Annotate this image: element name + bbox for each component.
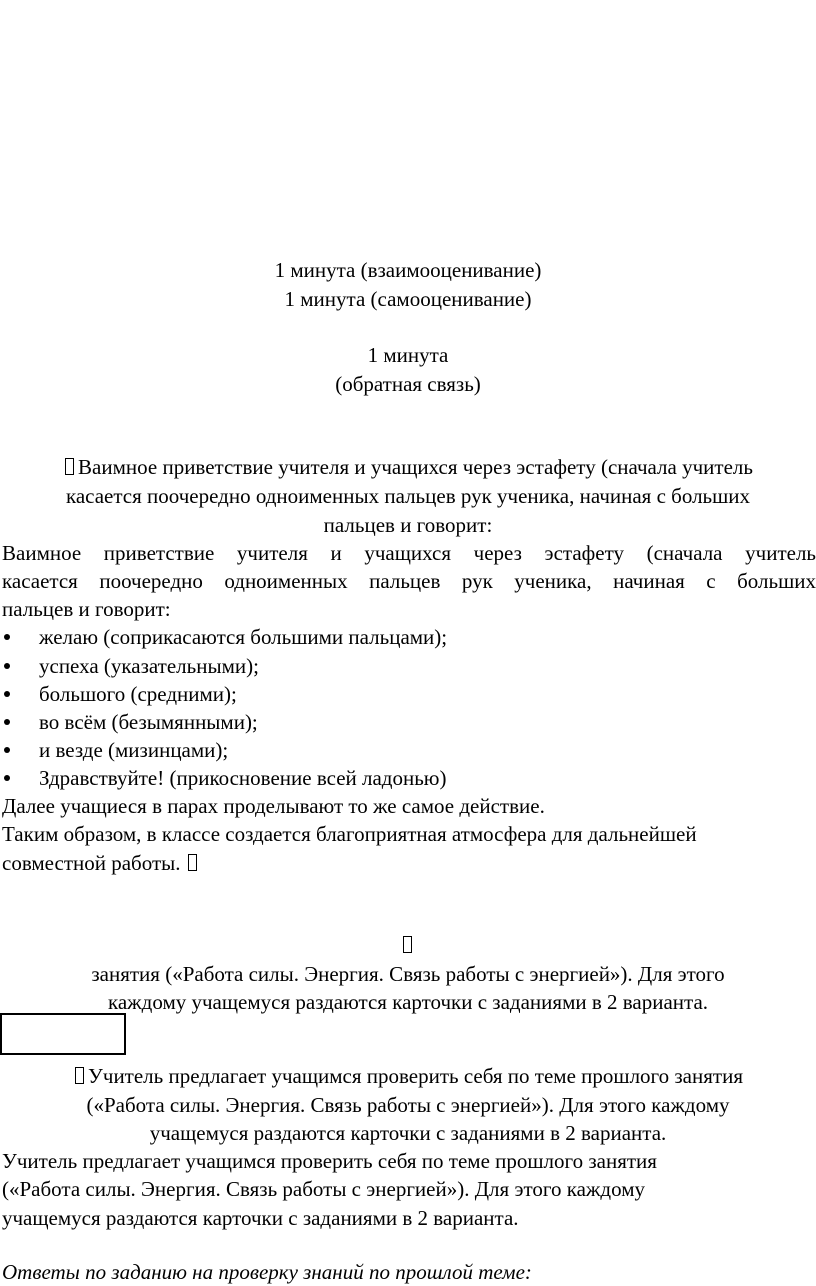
greeting-centered-text-1: Ваимное приветствие учителя и учащихся через эстафету (сначала учитель: [78, 455, 753, 479]
missing-glyph-icon: [188, 854, 197, 871]
answers-heading: Ответы по заданию на проверку знаний по прошлой теме:: [2, 1260, 532, 1284]
greeting-centered-line-2: касается поочередно одноименных пальцев рук ученика, начиная с больших: [65, 484, 751, 508]
bullet-icon: [4, 634, 10, 640]
atmosphere-text: совместной работы.: [2, 851, 181, 875]
timing-feedback-label: (обратная связь): [335, 372, 481, 396]
list-item-text: Здравствуйте! (прикосновение всей ладонью): [39, 766, 447, 790]
list-item-text: во всём (безымянными);: [39, 710, 258, 734]
pairs-repeat-text: Далее учащиеся в парах проделывают то же самое действие.: [2, 794, 545, 818]
list-item-text: желаю (соприкасаются большими пальцами);: [39, 625, 448, 649]
teacher-centered-line-3: учащемуся раздаются карточки с заданиями в 2 варианта.: [149, 1121, 667, 1145]
list-item-text: и везде (мизинцами);: [39, 738, 229, 762]
greeting-paragraph-line-2: касается поочередно одноименных пальцев рук ученика, начиная с больших: [2, 569, 816, 593]
missing-glyph-icon: [65, 458, 74, 475]
greeting-paragraph-line-3: пальцев и говорит:: [2, 597, 171, 621]
atmosphere-text-line-2: [0, 849, 816, 877]
timing-feedback-minute: 1 минута: [367, 343, 449, 367]
greeting-centered-line-1: [0, 453, 816, 481]
empty-frame: [0, 1013, 126, 1055]
missing-glyph-row: [0, 931, 816, 959]
missing-glyph-icon: [403, 936, 412, 953]
teacher-centered-text-1: Учитель предлагает учащимся проверить себя по теме прошлого занятия: [88, 1064, 743, 1088]
greeting-paragraph-line-1: Ваимное приветствие учителя и учащихся через эстафету (сначала учитель: [2, 541, 816, 565]
assignment-line-1: занятия («Работа силы. Энергия. Связь работы с энергией»). Для этого: [91, 962, 725, 986]
teacher-centered-line-1: [0, 1062, 816, 1090]
bullet-icon: [4, 719, 10, 725]
bullet-icon: [4, 747, 10, 753]
bullet-icon: [4, 775, 10, 781]
teacher-paragraph-line-1: Учитель предлагает учащимся проверить себя по теме прошлого занятия: [2, 1149, 657, 1173]
teacher-paragraph-line-2: («Работа силы. Энергия. Связь работы с энергией»). Для этого каждому: [2, 1177, 645, 1201]
teacher-paragraph-line-3: учащемуся раздаются карточки с заданиями в 2 варианта.: [2, 1206, 519, 1230]
teacher-centered-line-2: («Работа силы. Энергия. Связь работы с энергией»). Для этого каждому: [86, 1093, 730, 1117]
list-item-text: большого (средними);: [39, 682, 237, 706]
missing-glyph-icon: [75, 1067, 84, 1084]
assignment-line-2: каждому учащемуся раздаются карточки с заданиями в 2 варианта.: [107, 990, 709, 1014]
greeting-centered-line-3: пальцев и говорит:: [323, 513, 493, 537]
list-item-text: успеха (указательными);: [39, 654, 259, 678]
timing-self-assessment: 1 минута (самооценивание): [284, 287, 532, 311]
timing-mutual-assessment: 1 минута (взаимооценивание): [274, 258, 542, 282]
bullet-icon: [4, 663, 10, 669]
bullet-icon: [4, 691, 10, 697]
atmosphere-text-line-1: Таким образом, в классе создается благоприятная атмосфера для дальнейшей: [2, 822, 697, 846]
